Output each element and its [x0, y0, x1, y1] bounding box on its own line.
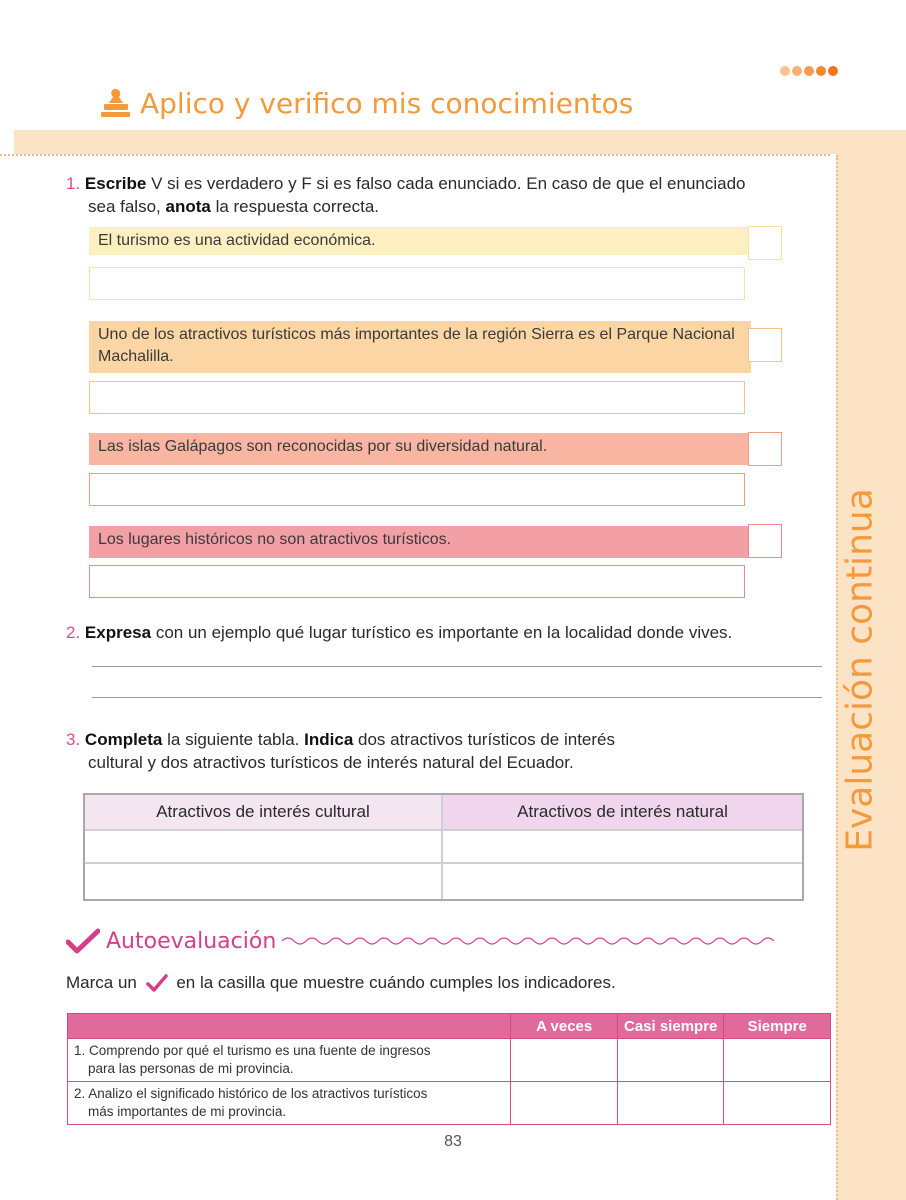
self-evaluation-heading: [66, 928, 782, 954]
vf-checkbox-3[interactable]: [748, 432, 782, 466]
dot: [780, 66, 790, 76]
answer-field-1[interactable]: [89, 267, 745, 300]
progress-dots: [780, 66, 838, 76]
answer-field-3[interactable]: [89, 473, 745, 506]
check-cell-a-veces[interactable]: [511, 1039, 618, 1082]
check-cell-a-veces[interactable]: [511, 1082, 618, 1125]
side-dotted-divider: [836, 155, 838, 1200]
dot: [792, 66, 802, 76]
indicator-line: más importantes de mi provincia.: [88, 1104, 287, 1119]
question-1: [66, 172, 826, 218]
cultural-cell-1[interactable]: [85, 831, 441, 862]
question-2: [66, 621, 826, 644]
statement-3: Las islas Galápagos son reconocidas por su diversidad natural.: [89, 433, 751, 465]
column-header-casi-siempre: Casi siempre: [617, 1014, 724, 1039]
vf-checkbox-4[interactable]: [748, 524, 782, 558]
check-cell-siempre[interactable]: [724, 1082, 831, 1125]
checkmark-icon: [66, 928, 100, 954]
answer-line-2[interactable]: [92, 697, 822, 698]
column-header-cultural: Atractivos de interés cultural: [85, 795, 443, 829]
instruction-text: Marca un: [66, 973, 142, 992]
instruction-verb: Expresa: [84, 623, 152, 642]
statement-4: Los lugares históricos no son atractivos turísticos.: [89, 526, 751, 558]
header-band: [14, 130, 906, 154]
dot: [816, 66, 826, 76]
indicator-line: 1. Comprendo por qué el turismo es una fuente de ingresos: [74, 1043, 431, 1058]
instruction-verb: Indica: [304, 730, 354, 749]
instruction-verb: Completa: [84, 730, 163, 749]
self-evaluation-instructions: [66, 973, 616, 993]
page-title: Aplico y verifico mis conocimientos: [140, 86, 634, 120]
natural-cell-1[interactable]: [443, 831, 802, 862]
attractions-table: [83, 793, 804, 901]
column-header-natural: Atractivos de interés natural: [443, 795, 802, 829]
statement-1: El turismo es una actividad económica.: [89, 227, 751, 255]
instruction-text: V si es verdadero y F si es falso cada enunciado. En caso de que el enunciado: [146, 174, 746, 193]
instruction-verb: anota: [165, 197, 211, 216]
instruction-text: la respuesta correcta.: [210, 197, 380, 216]
question-3: [66, 728, 766, 774]
answer-field-2[interactable]: [89, 381, 745, 414]
question-number: 1.: [66, 174, 81, 193]
question-number: 3.: [66, 730, 81, 749]
column-header-siempre: Siempre: [724, 1014, 831, 1039]
page-number: 83: [444, 1133, 462, 1150]
vf-checkbox-2[interactable]: [748, 328, 782, 362]
dotted-divider: [0, 154, 830, 156]
indicator-2: [68, 1082, 511, 1125]
check-cell-siempre[interactable]: [724, 1039, 831, 1082]
instruction-text: dos atractivos turísticos de interés: [353, 730, 616, 749]
dot: [804, 66, 814, 76]
wave-divider: [282, 934, 782, 948]
instruction-text: en la casilla que muestre cuándo cumples los indicadores.: [171, 973, 616, 992]
instruction-text: la siguiente tabla.: [162, 730, 305, 749]
instruction-text: con un ejemplo qué lugar turístico es importante en la localidad donde vives.: [151, 623, 733, 642]
section-title: [98, 86, 633, 120]
indicator-1: [68, 1039, 511, 1082]
self-evaluation-table: [67, 1013, 831, 1125]
stamp-icon: [98, 86, 132, 120]
column-header-a-veces: A veces: [511, 1014, 618, 1039]
self-evaluation-title: Autoevaluación: [106, 928, 277, 954]
indicator-line: para las personas de mi provincia.: [88, 1061, 294, 1076]
cultural-cell-2[interactable]: [85, 864, 441, 897]
check-cell-casi-siempre[interactable]: [617, 1082, 724, 1125]
answer-line-1[interactable]: [92, 666, 822, 667]
answer-field-4[interactable]: [89, 565, 745, 598]
instruction-text: cultural y dos atractivos turísticos de interés natural del Ecuador.: [88, 753, 574, 772]
indicator-column-header: [68, 1014, 511, 1039]
instruction-verb: Escribe: [84, 174, 147, 193]
vf-checkbox-1[interactable]: [748, 226, 782, 260]
indicator-line: 2. Analizo el significado histórico de los atractivos turísticos: [74, 1086, 428, 1101]
dot: [828, 66, 838, 76]
statement-2: Uno de los atractivos turísticos más importantes de la región Sierra es el Parque Nacional Machalilla.: [89, 321, 751, 373]
instruction-text: sea falso,: [88, 197, 166, 216]
checkmark-icon: [146, 974, 168, 992]
check-cell-casi-siempre[interactable]: [617, 1039, 724, 1082]
question-number: 2.: [66, 623, 81, 642]
natural-cell-2[interactable]: [443, 864, 802, 897]
